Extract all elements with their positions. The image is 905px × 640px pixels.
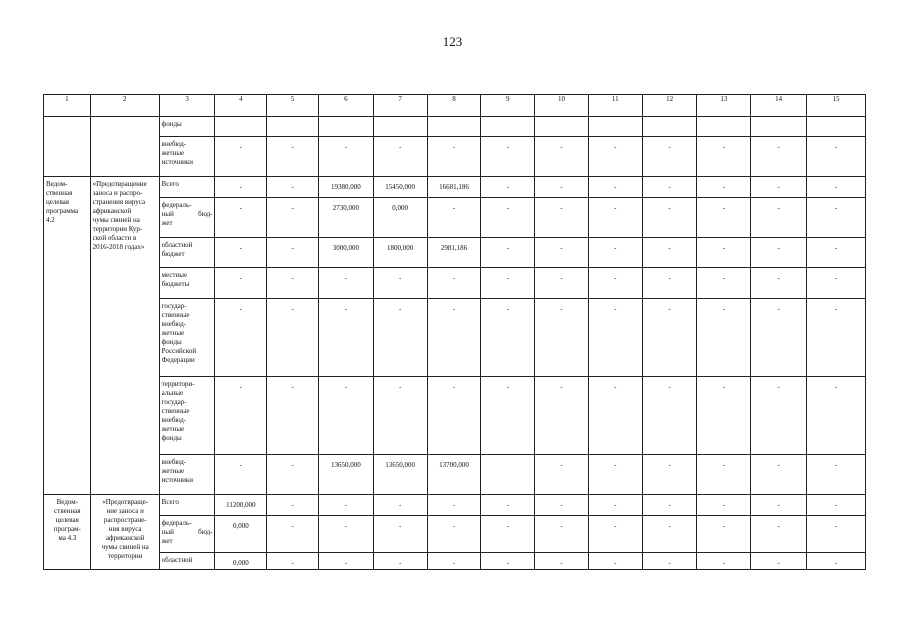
value-cell: - <box>481 137 535 177</box>
value-cell: - <box>481 516 535 553</box>
value-cell: 16681,186 <box>427 177 481 198</box>
name-line: ния вируса <box>108 525 142 533</box>
header-cell-15: 15 <box>807 95 866 117</box>
name-line: территории <box>107 552 143 560</box>
value-cell: - <box>588 177 642 198</box>
value-cell <box>535 117 589 137</box>
header-cell-8: 8 <box>427 95 481 117</box>
value-cell: 13700,000 <box>427 455 481 495</box>
source-line: Всего <box>161 498 179 506</box>
source-cell <box>159 553 215 570</box>
value-cell: - <box>267 516 319 553</box>
program-a-name-cell <box>90 177 159 495</box>
value-cell: - <box>697 137 751 177</box>
value-cell: - <box>751 495 807 516</box>
value-cell: - <box>373 268 427 299</box>
value-cell: - <box>751 268 807 299</box>
value-cell: - <box>318 377 373 455</box>
name-line: 2016-2018 годах» <box>92 243 145 251</box>
value-cell: - <box>215 299 267 377</box>
value-cell: - <box>588 455 642 495</box>
value-cell: - <box>588 299 642 377</box>
value-cell: - <box>481 268 535 299</box>
value-cell: - <box>481 177 535 198</box>
value-cell: - <box>697 553 751 570</box>
source-cell <box>159 299 215 377</box>
source-line: внебюд- <box>161 140 187 148</box>
value-cell: - <box>642 137 697 177</box>
source-line: государ- <box>161 302 187 310</box>
page-number: 123 <box>442 34 463 49</box>
value-cell: - <box>318 516 373 553</box>
name-line: странения вируса <box>92 198 146 206</box>
value-cell: - <box>267 268 319 299</box>
value-cell: - <box>318 137 373 177</box>
source-line: жетные <box>161 425 185 433</box>
value-cell: 1800,000 <box>373 238 427 268</box>
name-line: африканской <box>105 534 145 542</box>
value-cell: - <box>697 299 751 377</box>
value-cell: - <box>697 455 751 495</box>
source-line: фонды <box>161 434 182 442</box>
value-cell <box>318 117 373 137</box>
value-cell: - <box>373 377 427 455</box>
value-cell: - <box>535 495 589 516</box>
source-line: федераль- <box>161 519 192 527</box>
value-cell: - <box>697 177 751 198</box>
value-cell: - <box>588 495 642 516</box>
value-cell: - <box>427 377 481 455</box>
value-cell: - <box>215 198 267 238</box>
value-cell: 0,000 <box>215 516 267 553</box>
value-cell: - <box>697 198 751 238</box>
value-cell: - <box>373 516 427 553</box>
header-cell-6: 6 <box>318 95 373 117</box>
source-line: бюджет <box>161 250 185 258</box>
value-cell: - <box>427 516 481 553</box>
value-cell: - <box>267 238 319 268</box>
value-cell: - <box>751 299 807 377</box>
value-cell: - <box>267 553 319 570</box>
source-line: областной <box>161 556 193 564</box>
program-a-row <box>44 238 866 268</box>
header-cell-10: 10 <box>535 95 589 117</box>
value-cell: - <box>642 198 697 238</box>
value-cell: - <box>642 455 697 495</box>
value-cell: - <box>535 299 589 377</box>
value-cell: - <box>807 516 866 553</box>
value-cell: - <box>751 238 807 268</box>
value-cell: - <box>642 268 697 299</box>
value-cell <box>373 117 427 137</box>
value-cell: 13650,000 <box>373 455 427 495</box>
source-cell <box>159 455 215 495</box>
value-cell: - <box>642 177 697 198</box>
value-cell: - <box>588 377 642 455</box>
value-cell: - <box>588 238 642 268</box>
value-cell: - <box>481 553 535 570</box>
header-cell-4: 4 <box>215 95 267 117</box>
value-cell: - <box>535 238 589 268</box>
value-cell: - <box>215 377 267 455</box>
source-cell: фонды <box>159 117 215 137</box>
name-line: заноса и распро- <box>92 189 143 197</box>
program-a-row <box>44 268 866 299</box>
source-line: ственные <box>161 407 190 415</box>
value-cell <box>427 117 481 137</box>
value-cell: - <box>588 137 642 177</box>
value-cell: - <box>751 553 807 570</box>
value-cell: - <box>427 553 481 570</box>
value-cell <box>267 117 319 137</box>
value-cell: - <box>588 516 642 553</box>
value-cell: 2981,186 <box>427 238 481 268</box>
program-line: Ведом- <box>56 498 79 506</box>
value-cell: - <box>267 137 319 177</box>
program-a-row <box>44 177 866 198</box>
name-line: ние заноса и <box>106 507 144 515</box>
source-line: альные <box>161 389 184 397</box>
header-row <box>44 95 866 117</box>
value-cell: - <box>215 177 267 198</box>
value-cell: - <box>588 553 642 570</box>
source-line: фонды <box>161 338 182 346</box>
program-a-row <box>44 455 866 495</box>
value-cell: - <box>807 268 866 299</box>
value-cell: - <box>427 495 481 516</box>
program-cell-empty <box>44 117 91 177</box>
program-b-name-cell <box>90 495 159 570</box>
value-cell: - <box>751 455 807 495</box>
value-cell: - <box>642 377 697 455</box>
value-cell: - <box>642 516 697 553</box>
source-line: Всего <box>161 180 179 188</box>
value-cell: - <box>267 495 319 516</box>
value-cell: - <box>751 137 807 177</box>
value-cell: - <box>697 268 751 299</box>
value-cell: - <box>642 495 697 516</box>
value-cell: - <box>535 268 589 299</box>
value-cell: 19380,000 <box>318 177 373 198</box>
header-cell-3: 3 <box>159 95 215 117</box>
value-cell: - <box>373 299 427 377</box>
program-line: программа <box>46 207 79 215</box>
value-cell: - <box>215 455 267 495</box>
value-cell: - <box>535 137 589 177</box>
source-line: областной <box>161 241 193 249</box>
header-cell-9: 9 <box>481 95 535 117</box>
value-cell: - <box>535 516 589 553</box>
header-cell-12: 12 <box>642 95 697 117</box>
value-cell: - <box>318 553 373 570</box>
value-cell: - <box>807 137 866 177</box>
header-cell-14: 14 <box>751 95 807 117</box>
program-line: целевая <box>55 516 79 524</box>
source-line: внебюд- <box>161 320 187 328</box>
source-line: внебюд- <box>161 458 187 466</box>
header-cell-5: 5 <box>267 95 319 117</box>
value-cell <box>481 455 535 495</box>
program-a-row <box>44 299 866 377</box>
value-cell: - <box>588 198 642 238</box>
value-cell: - <box>481 377 535 455</box>
source-line: ный бюд- <box>161 528 213 536</box>
value-cell: - <box>807 377 866 455</box>
value-cell: - <box>535 455 589 495</box>
source-line: внебюд- <box>161 416 187 424</box>
source-line: Российской <box>161 347 197 355</box>
source-line: источники <box>161 158 193 166</box>
value-cell: - <box>215 268 267 299</box>
value-cell: - <box>697 516 751 553</box>
source-line: жетные <box>161 149 185 157</box>
value-cell: 15450,000 <box>373 177 427 198</box>
value-cell: 13650,000 <box>318 455 373 495</box>
value-cell <box>807 117 866 137</box>
source-line: жетные <box>161 329 185 337</box>
source-cell <box>159 268 215 299</box>
source-line: жет <box>161 219 173 227</box>
table-row-vnebud <box>44 137 866 177</box>
source-line: ственные <box>161 311 190 319</box>
value-cell: - <box>318 299 373 377</box>
name-line: территории Кур- <box>92 225 143 233</box>
value-cell: - <box>751 377 807 455</box>
program-line: ственная <box>46 189 73 197</box>
header-cell-1: 1 <box>44 95 91 117</box>
program-line: целевая <box>46 198 69 206</box>
program-b-program-cell <box>44 495 91 570</box>
source-line: государ- <box>161 398 187 406</box>
program-line: ственная <box>54 507 81 515</box>
value-cell: - <box>427 137 481 177</box>
source-line: ный бюд- <box>161 210 213 218</box>
source-line: бюджеты <box>161 280 190 288</box>
name-cell-empty <box>90 117 159 177</box>
value-cell: - <box>373 137 427 177</box>
source-cell <box>159 177 215 198</box>
value-cell: - <box>751 516 807 553</box>
value-cell: - <box>807 553 866 570</box>
value-cell: - <box>318 495 373 516</box>
value-cell <box>642 117 697 137</box>
value-cell: - <box>535 198 589 238</box>
value-cell: - <box>267 377 319 455</box>
name-line: африканской <box>92 207 132 215</box>
value-cell: - <box>535 377 589 455</box>
source-line: источники <box>161 476 193 484</box>
value-cell: - <box>481 198 535 238</box>
value-cell: - <box>267 299 319 377</box>
value-cell: - <box>697 495 751 516</box>
value-cell: 0,000 <box>373 198 427 238</box>
name-line: «Предотвращение <box>92 180 147 188</box>
name-line: чумы свиней на <box>101 543 149 551</box>
name-line: чумы свиней на <box>92 216 140 224</box>
value-cell: - <box>642 299 697 377</box>
program-b-row <box>44 516 866 553</box>
value-cell <box>215 117 267 137</box>
source-cell <box>159 495 215 516</box>
source-cell <box>159 137 215 177</box>
source-cell <box>159 377 215 455</box>
source-line: местные <box>161 271 188 279</box>
program-a-row <box>44 377 866 455</box>
program-a-program-cell <box>44 177 91 495</box>
value-cell: - <box>697 377 751 455</box>
program-line: 4.2 <box>46 216 55 224</box>
program-line: ма 4.3 <box>58 534 77 542</box>
value-cell: - <box>751 198 807 238</box>
value-cell: - <box>267 455 319 495</box>
value-cell: - <box>642 238 697 268</box>
value-cell: - <box>215 137 267 177</box>
value-cell: - <box>535 177 589 198</box>
header-cell-2: 2 <box>90 95 159 117</box>
program-line: програм- <box>53 525 81 533</box>
value-cell: - <box>318 268 373 299</box>
name-line: ской области в <box>92 234 137 242</box>
header-cell-11: 11 <box>588 95 642 117</box>
value-cell <box>588 117 642 137</box>
value-cell: - <box>427 198 481 238</box>
value-cell: - <box>807 238 866 268</box>
value-cell: - <box>427 299 481 377</box>
value-cell: - <box>807 177 866 198</box>
value-cell: - <box>807 198 866 238</box>
value-cell: - <box>267 177 319 198</box>
value-cell: - <box>807 495 866 516</box>
source-line: жетные <box>161 467 185 475</box>
source-line: жет <box>161 537 173 545</box>
source-cell <box>159 238 215 268</box>
source-line: Федерации <box>161 356 195 364</box>
value-cell: - <box>427 268 481 299</box>
value-cell: 2730,000 <box>318 198 373 238</box>
name-line: «Предотвраще- <box>102 498 149 506</box>
value-cell: 3000,000 <box>318 238 373 268</box>
value-cell: - <box>373 553 427 570</box>
table-row-fondy <box>44 117 866 137</box>
value-cell: - <box>267 198 319 238</box>
value-cell: 0,000 <box>215 553 267 570</box>
budget-table <box>43 94 866 570</box>
value-cell: - <box>697 238 751 268</box>
source-line: федераль- <box>161 201 192 209</box>
source-cell <box>159 516 215 553</box>
program-a-row <box>44 198 866 238</box>
value-cell: - <box>481 299 535 377</box>
program-b-row <box>44 553 866 570</box>
value-cell: - <box>807 455 866 495</box>
value-cell: - <box>215 238 267 268</box>
source-line: территори- <box>161 380 195 388</box>
value-cell <box>697 117 751 137</box>
value-cell: - <box>481 238 535 268</box>
program-line: Ведом- <box>46 180 68 188</box>
header-cell-13: 13 <box>697 95 751 117</box>
value-cell: - <box>588 268 642 299</box>
value-cell: - <box>751 177 807 198</box>
name-line: распростране- <box>103 516 147 524</box>
value-cell <box>751 117 807 137</box>
value-cell: - <box>373 495 427 516</box>
source-cell <box>159 198 215 238</box>
header-cell-7: 7 <box>373 95 427 117</box>
value-cell <box>481 117 535 137</box>
value-cell: - <box>642 553 697 570</box>
value-cell: - <box>807 299 866 377</box>
value-cell: - <box>535 553 589 570</box>
value-cell: 11200,000 <box>215 495 267 516</box>
value-cell: - <box>481 495 535 516</box>
program-b-row <box>44 495 866 516</box>
